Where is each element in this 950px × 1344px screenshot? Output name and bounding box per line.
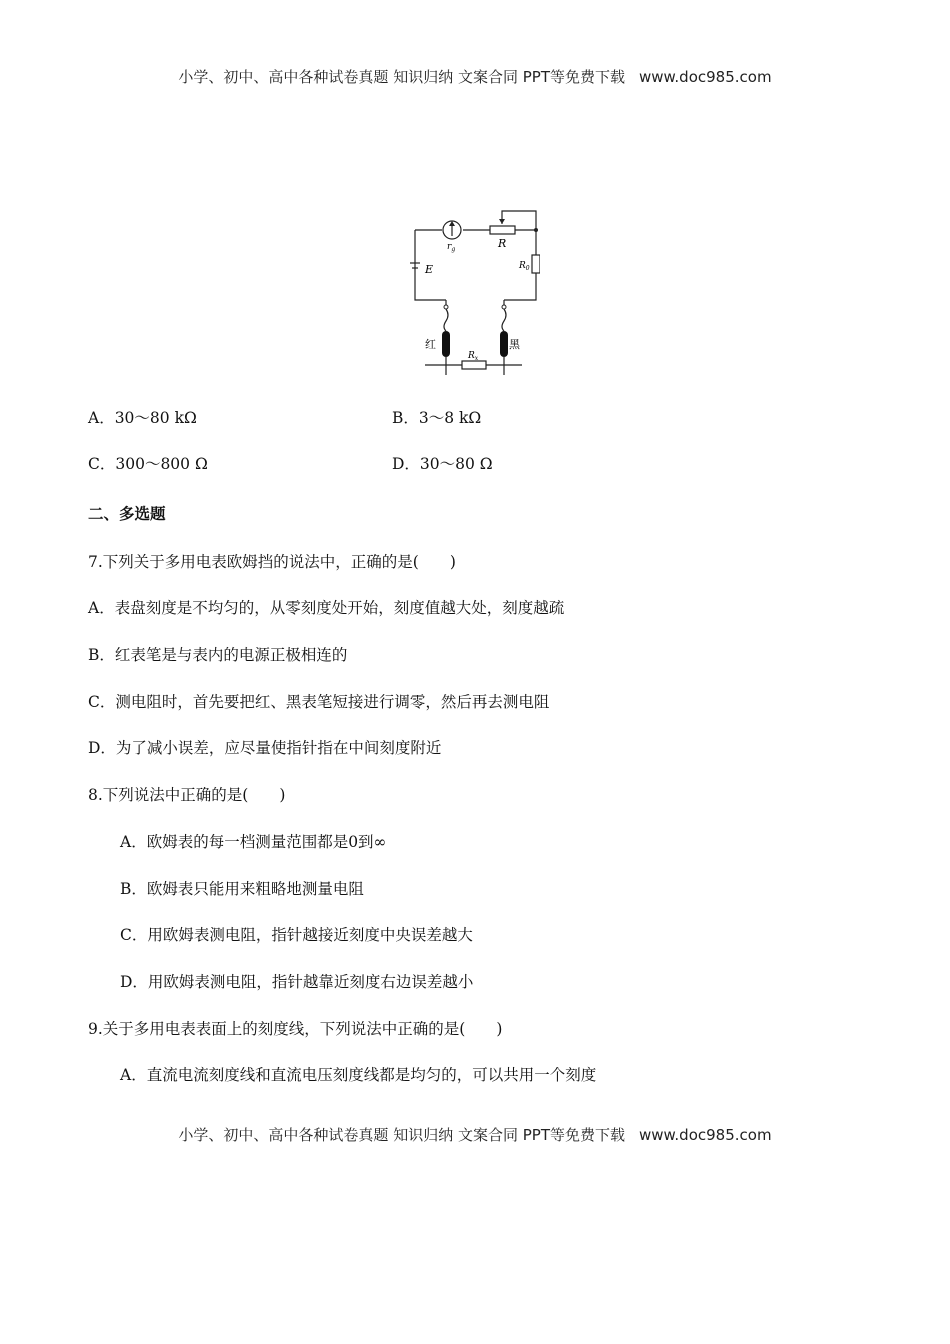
q7-option-a: A．表盘刻度是不均匀的，从零刻度处开始，刻度值越大处，刻度越疏 (88, 599, 565, 617)
q8-option-d: D．用欧姆表测电阻，指针越靠近刻度右边误差越小 (120, 973, 474, 991)
q8-option-c: C．用欧姆表测电阻，指针越接近刻度中央误差越大 (120, 926, 473, 944)
page-footer (0, 1124, 950, 1145)
q9-stem: 9.关于多用电表表面上的刻度线，下列说法中正确的是( ) (88, 1020, 503, 1038)
page-header (0, 66, 950, 87)
q6-option-a: A．30～80 kΩ (88, 409, 197, 427)
slider-arrow (499, 219, 505, 224)
q6-option-d: D．30～80 Ω (392, 455, 493, 473)
footer-text: 小学、初中、高中各种试卷真题 知识归纳 文案合同 PPT等免费下载 (178, 1126, 625, 1144)
q6-option-b: B．3～8 kΩ (392, 409, 482, 427)
svg-text:黑: 黑 (509, 338, 520, 351)
resistor-r0 (532, 255, 540, 273)
svg-text:红: 红 (425, 338, 436, 351)
q7-option-d: D．为了减小误差，应尽量使指针指在中间刻度附近 (88, 739, 442, 757)
svg-text:R: R (498, 237, 507, 250)
rheostat-r (490, 226, 515, 234)
resistor-rx (462, 361, 486, 369)
q9-option-a: A．直流电流刻度线和直流电压刻度线都是均匀的，可以共用一个刻度 (120, 1066, 597, 1084)
red-probe (442, 331, 450, 357)
q6-option-c: C．300～800 Ω (88, 455, 208, 473)
svg-text:Rx: $R_x$ (468, 351, 479, 362)
q7-option-b: B．红表笔是与表内的电源正极相连的 (88, 646, 348, 664)
svg-text:E: E (425, 263, 434, 276)
footer-url[interactable]: www.doc985.com (638, 1126, 772, 1144)
header-text: 小学、初中、高中各种试卷真题 知识归纳 文案合同 PPT等免费下载 (178, 68, 625, 86)
q7-option-c: C．测电阻时，首先要把红、黑表笔短接进行调零，然后再去测电阻 (88, 693, 550, 711)
q8-option-a: A．欧姆表的每一档测量范围都是0到∞ (120, 833, 387, 851)
header-url[interactable]: www.doc985.com (638, 68, 772, 86)
q7-stem: 7.下列关于多用电表欧姆挡的说法中，正确的是( ) (88, 553, 456, 571)
black-probe (500, 331, 508, 357)
q8-stem: 8.下列说法中正确的是( ) (88, 786, 286, 804)
ohmmeter-circuit-figure (410, 205, 540, 385)
section-title: 二、多选题 (88, 505, 166, 523)
q8-option-b: B．欧姆表只能用来粗略地测量电阻 (120, 880, 364, 898)
svg-text:R0: $R_0$ (519, 261, 530, 272)
svg-text:rg: $r_g$ (447, 242, 456, 253)
